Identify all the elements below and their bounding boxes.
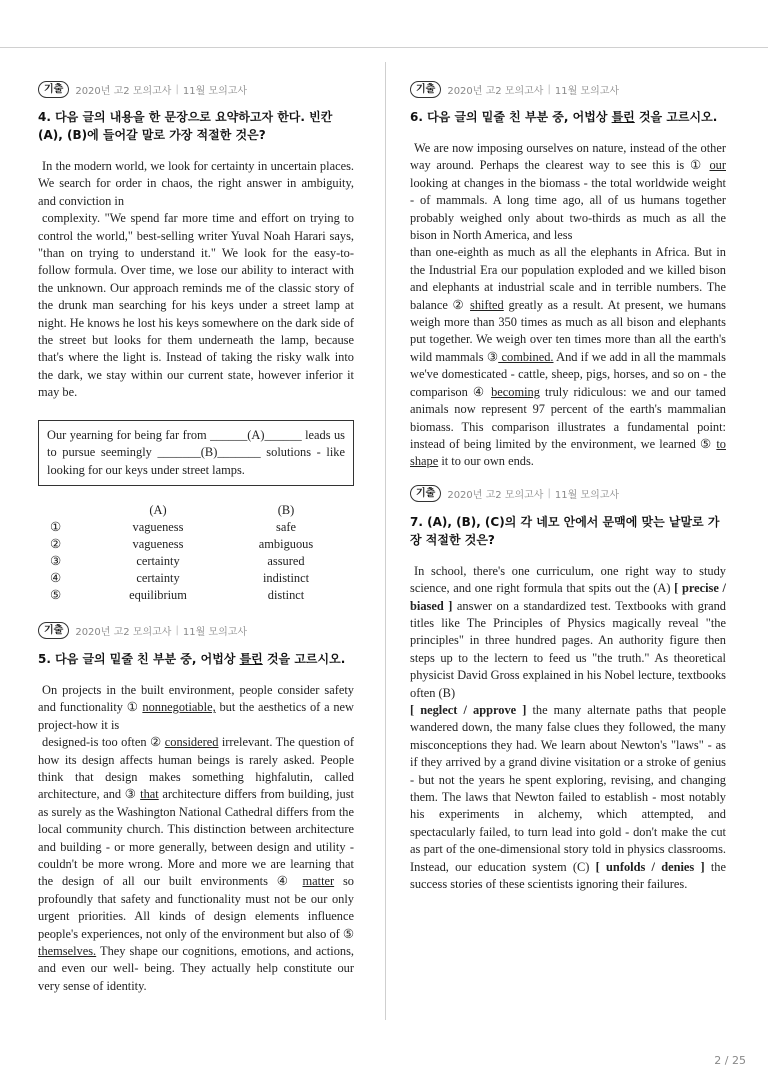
q4-badge: 기출 bbox=[38, 81, 69, 98]
q5-badge: 기출 bbox=[38, 622, 69, 639]
q5-passage-p1 bbox=[38, 682, 354, 734]
q4-summary-box: Our yearning for being far from ______(A)______ leads us to pursue seemingly _______(B)_______ solutions - like looking for our keys under street lamps. bbox=[38, 420, 354, 486]
text: answer on a standardized test. Textbooks with grand titles like The Principles of Physics magically reveal "the principles" in three hundred pages. An authority figure then steps up to the lectern to feed us "the truth." As theoretical physicist David Gross explained in his Nobel lecture, textbooks often (B) bbox=[410, 598, 727, 700]
choice-number: ① bbox=[50, 520, 62, 535]
text: so profoundly that safety and functionality must not be our only urgent priorities. All kinds of design elements influence people's experiences, not only of the environment but also of ⑤ bbox=[38, 874, 355, 941]
choice-b: safe bbox=[276, 519, 296, 534]
q6-source-tag bbox=[410, 80, 726, 98]
column-divider bbox=[385, 62, 386, 1020]
text: In school, there's one curriculum, one right way to study science, and one right formula that spits out the (A) bbox=[410, 563, 726, 596]
page-number: 2 / 25 bbox=[714, 1054, 746, 1067]
q4-choice-row[interactable] bbox=[38, 570, 354, 587]
q6-passage-p2 bbox=[410, 244, 726, 470]
q5-title-post: 것을 고르시오. bbox=[262, 651, 346, 666]
q6-passage bbox=[410, 140, 726, 471]
choice-a: vagueness bbox=[132, 519, 184, 534]
q4-month: 11월 모의고사 bbox=[182, 85, 248, 97]
choice-b: indistinct bbox=[262, 570, 310, 585]
q4-passage-p2: complexity. "We spend far more time and effort on trying to control the world," best-selling writer Yuval Noah Harari says, "than on trying to understand it." We look for the easy-to-follow formula. Over time, we lose our ability to interact with the unknown. Our approach reminds me of the classic story of the drunk man searching for his keys under a street lamp at night. He knows he lost his keys somewhere on the dark side of the street but looks for them underneath the lamp, because that's where the light is. Instead of taking the risky walk into the dark, we stay within our current state, however inferior it may be. bbox=[38, 211, 354, 400]
q5-source: 2020년 고2 모의고사 bbox=[75, 627, 172, 639]
q6-title-underlined: 틀린 bbox=[611, 110, 635, 124]
q5-passage-p2 bbox=[38, 734, 354, 995]
q4-head-a: (A) bbox=[149, 502, 167, 517]
text: greatly as a result. At present, we humans weigh more than 350 times as much as all bison and elephants put together. We weigh over ten times more than all the earth's wild mammals ③ bbox=[410, 297, 726, 364]
q5-underline-1: nonnegotiable, bbox=[142, 700, 216, 715]
q7-source-tag bbox=[410, 485, 726, 503]
q5-title bbox=[38, 650, 354, 668]
q6-underline-3: combined. bbox=[498, 349, 554, 364]
choice-b: assured bbox=[267, 553, 305, 568]
q5-source-tag bbox=[38, 622, 354, 640]
q7-passage bbox=[410, 563, 726, 894]
q5-underline-5: themselves. bbox=[38, 944, 97, 958]
q6-underline-5: to shape bbox=[410, 436, 726, 469]
text: but the aesthetics of a new project-how it is bbox=[38, 700, 355, 732]
choice-number: ④ bbox=[50, 571, 62, 586]
text: truly ridiculous: we and our tamed animals now represent 97 percent of the earth's mammalian biomass. This comparison illustrates a fundamental point: instead of being limited by the environment, we learned ⑤ bbox=[410, 384, 726, 451]
q7-month: 11월 모의고사 bbox=[554, 490, 620, 502]
q4-source: 2020년 고2 모의고사 bbox=[75, 85, 172, 97]
q5-underline-3: that bbox=[140, 787, 159, 802]
header-rule bbox=[0, 47, 768, 48]
text: than one-eighth as much as all the elephants in Africa. But in the Industrial Era our population exploded and we killed bison and elephants at industrial scale and in terrible numbers. The balance ② bbox=[410, 245, 726, 312]
q7-box-b: [ neglect / approve ] bbox=[410, 702, 527, 717]
q7-passage-p2 bbox=[410, 702, 726, 893]
choice-a: certainty bbox=[136, 553, 180, 568]
q6-underline-1: our bbox=[709, 158, 726, 173]
q7-passage-p1 bbox=[410, 563, 726, 702]
text: designed-is too often ② bbox=[42, 735, 165, 750]
q4-choices-table bbox=[38, 502, 354, 604]
q7-source: 2020년 고2 모의고사 bbox=[447, 490, 544, 502]
q4-choice-row[interactable] bbox=[38, 553, 354, 570]
q4-title: 4. 다음 글의 내용을 한 문장으로 요약하고자 한다. 빈칸 (A), (B)에 들어갈 말로 가장 적절한 것은? bbox=[38, 110, 333, 142]
q7-box-a: [ precise / biased ] bbox=[410, 581, 726, 613]
q4-head-b: (B) bbox=[277, 502, 295, 517]
q4-source-tag bbox=[38, 80, 354, 98]
q6-title-post: 것을 고르시오. bbox=[634, 110, 718, 124]
text: architecture differs from building, just as surely as the Washington National Cathedral differs from the local community church. This distinction between architecture and building - or more generally, between design and utility - couldn't be more wrong. More and more we are learning that the design of all our built environments ④ bbox=[38, 787, 354, 889]
choice-b: distinct bbox=[267, 587, 305, 602]
text: the many alternate paths that people wandered down, the many false clues they followed, the many misconceptions they had. We learn about Newton's "laws" - as if they arrived by a grand divine visitation or a stroke of genius - but not the years he spent exploring, revising, and changing them. The laws that Newton failed to establish - most notably his experiments in alchemy, which attempted, and spectacularly failed, to turn lead into gold - don't make the cut as part of the one-dimensional story told in physics classrooms. Instead, our education system (C) bbox=[410, 702, 726, 874]
choice-number: ③ bbox=[50, 554, 62, 569]
choice-a: vagueness bbox=[132, 536, 184, 551]
q5-underline-4: matter bbox=[302, 874, 335, 889]
choice-a: certainty bbox=[136, 570, 180, 585]
q7-title: 7. (A), (B), (C)의 각 네모 안에서 문맥에 맞는 낱말로 가장 적절한 것은? bbox=[410, 514, 720, 547]
text: On projects in the built environment, people consider safety and functionality ① bbox=[38, 682, 354, 715]
q7-box-c: [ unfolds / denies ] bbox=[595, 859, 705, 874]
q6-underline-2: shifted bbox=[470, 297, 504, 312]
tag-separator: | bbox=[547, 83, 551, 95]
text: it to our own ends. bbox=[438, 454, 534, 469]
q4-choice-row[interactable] bbox=[38, 587, 354, 604]
q4-choice-row[interactable] bbox=[38, 536, 354, 553]
choice-b: ambiguous bbox=[258, 536, 314, 551]
tag-separator: | bbox=[175, 83, 179, 95]
q6-month: 11월 모의고사 bbox=[554, 85, 620, 97]
q6-source: 2020년 고2 모의고사 bbox=[447, 85, 544, 97]
q5-month: 11월 모의고사 bbox=[182, 627, 248, 639]
text: looking at changes in the biomass - the total worldwide weight - of mammals. A long time ago, all of us humans together probably weighed only about two-thirds as much as all the bison in North America, and less bbox=[410, 175, 726, 243]
tag-separator: | bbox=[175, 625, 179, 637]
q6-title bbox=[410, 108, 726, 126]
text: the success stories of these scientists ignoring their failures. bbox=[410, 859, 726, 892]
q6-badge: 기출 bbox=[410, 81, 441, 98]
question-4 bbox=[38, 80, 354, 995]
q6-title-pre: 6. 다음 글의 밑줄 친 부분 중, 어법상 bbox=[410, 110, 612, 124]
q5-title-pre: 5. 다음 글의 밑줄 친 부분 중, 어법상 bbox=[38, 651, 240, 666]
q6-passage-p1 bbox=[410, 140, 726, 244]
q5-title-underlined: 틀린 bbox=[239, 651, 263, 666]
question-6 bbox=[410, 80, 726, 893]
q4-passage-p1: In the modern world, we look for certainty in uncertain places. We search for order in chaos, the right answer in ambiguity, and conviction in bbox=[38, 159, 354, 208]
text: They shape our cognitions, emotions, and actions, and even our well- being. They actually help constitute our very sense of identity. bbox=[38, 944, 354, 993]
text: irrelevant. The question of how its design affects human beings is rarely asked. People think that design makes something highfalutin, called architecture, and ③ bbox=[38, 735, 354, 802]
q6-underline-4: becoming bbox=[491, 384, 540, 399]
q4-choices-header bbox=[38, 502, 354, 519]
q5-passage bbox=[38, 682, 354, 995]
text: We are now imposing ourselves on nature, instead of the other way around. Perhaps the clearest way to see this is ① bbox=[410, 141, 726, 173]
choice-number: ② bbox=[50, 537, 62, 552]
text: And if we add in all the mammals we've domesticated - cattle, sheep, pigs, horses, and so on - the comparison ④ bbox=[410, 349, 727, 399]
tag-separator: | bbox=[547, 488, 551, 500]
q4-passage bbox=[38, 158, 354, 402]
choice-number: ⑤ bbox=[50, 588, 62, 603]
choice-a: equilibrium bbox=[129, 587, 187, 602]
q5-underline-2: considered bbox=[164, 735, 219, 750]
q4-choice-row[interactable] bbox=[38, 519, 354, 536]
q7-badge: 기출 bbox=[410, 485, 441, 502]
